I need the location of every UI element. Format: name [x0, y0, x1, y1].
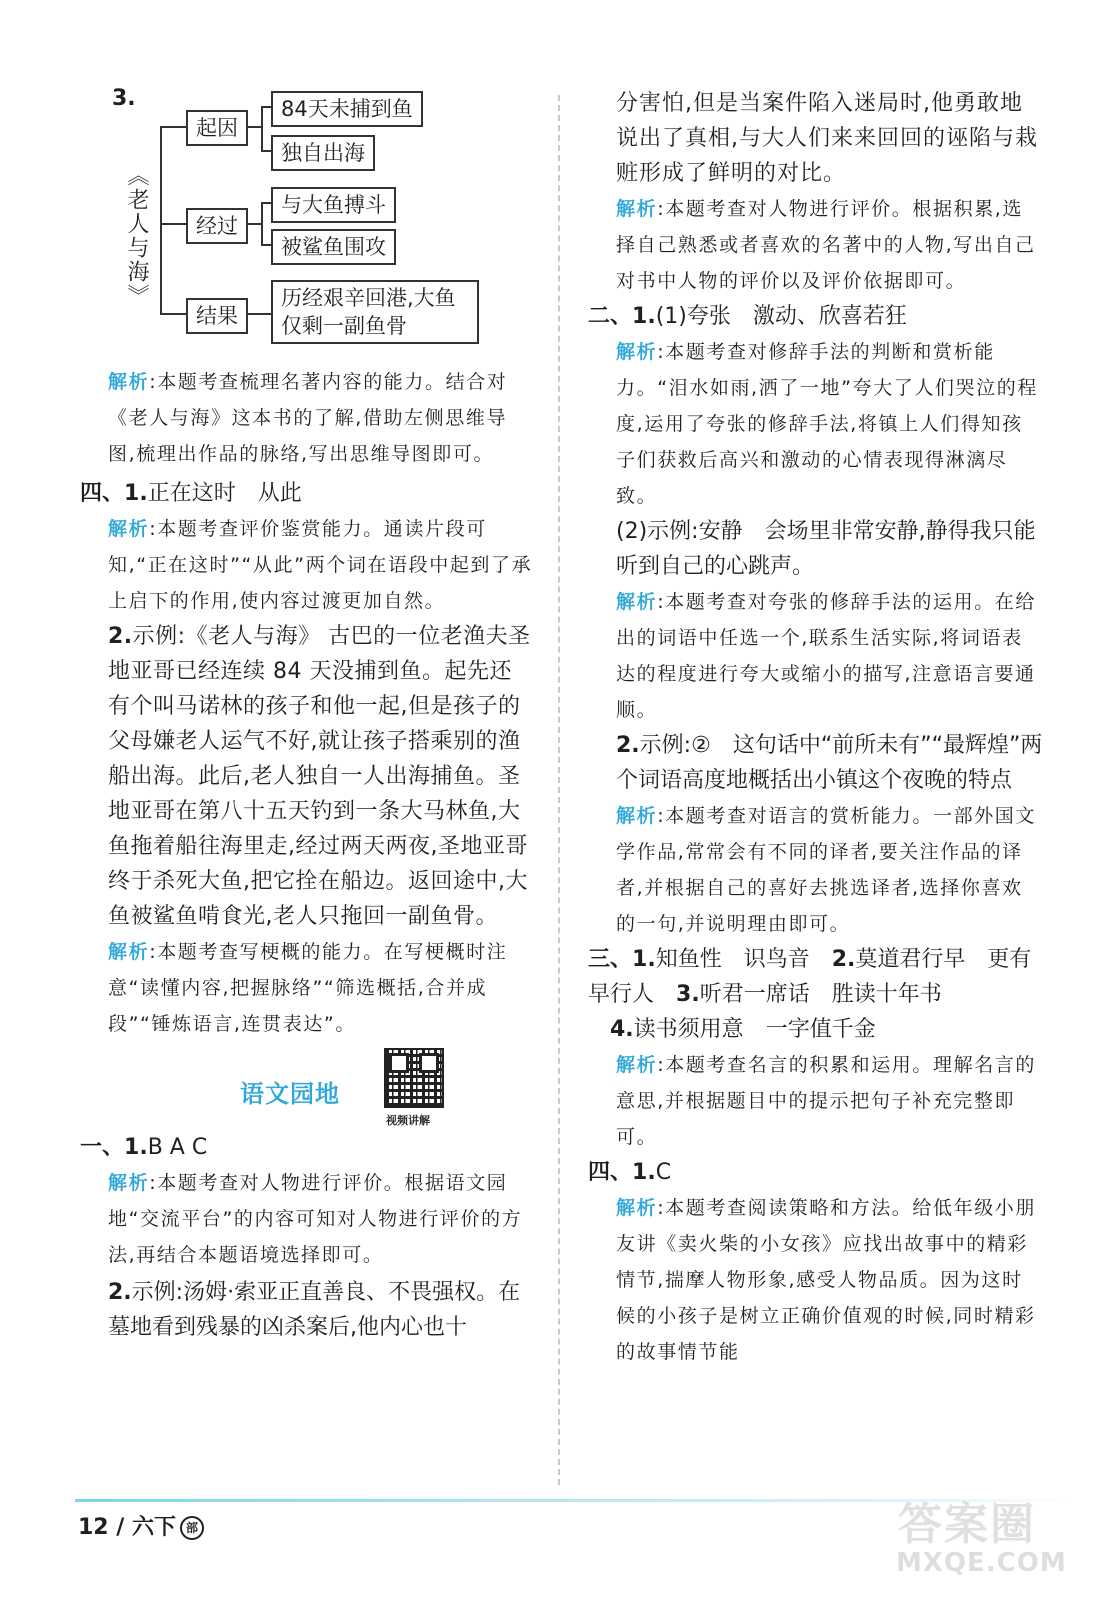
- qr-caption: 视频讲解: [386, 1114, 430, 1127]
- leaf-box: 与大鱼搏斗: [271, 187, 396, 223]
- edition-badge-icon: 部: [180, 1516, 204, 1540]
- mind-map: [108, 86, 533, 358]
- connector-line: [261, 202, 263, 246]
- explanation-tag: 解析: [616, 805, 658, 827]
- explanation: 解析:本题考查对人物进行评价。根据积累,选择自己熟悉或者喜欢的名著中的人物,写出自己对书中人物的评价以及评价依据即可。: [616, 198, 1036, 292]
- right-column: [588, 86, 1043, 1370]
- explanation-tag: 解析: [616, 591, 658, 613]
- connector-line: [261, 150, 271, 152]
- explanation: 解析:本题考查对人物进行评价。根据语文园地“交流平台”的内容可知对人物进行评价的方法,再结合本题语境选择即可。: [108, 1172, 523, 1266]
- left-column: [80, 86, 533, 1345]
- connector-line: [248, 126, 262, 128]
- leaf-box-result: 历经艰辛回港,大鱼 仅剩一副鱼骨: [271, 280, 479, 344]
- mind-map-root: 《老人与海》: [124, 164, 149, 308]
- explanation: 解析:本题考查对修辞手法的判断和赏析能力。“泪水如雨,洒了一地”夸大了人们哭泣的程度,运用了夸张的修辞手法,将镇上人们得知孩子们获救后高兴和激动的心情表现得淋漓尽致。: [616, 341, 1038, 507]
- explanation: 解析:本题考查梳理名著内容的能力。结合对《老人与海》这本书的了解,借助左侧思维导图,梳理出作品的脉络,写出思维导图即可。: [108, 371, 508, 465]
- connector-line: [248, 223, 262, 225]
- explanation-tag: 解析: [108, 941, 150, 963]
- connector-line: [160, 126, 186, 128]
- explanation: 解析:本题考查对夸张的修辞手法的运用。在给出的词语中任选一个,联系生活实际,将词语表达的程度进行夸大或缩小的描写,注意语言要通顺。: [616, 591, 1037, 721]
- answer-continued: 分害怕,但是当案件陷入迷局时,他勇敢地说出了真相,与大人们来来回回的诬陷与栽赃形成了鲜明的对比。: [616, 91, 1038, 186]
- connector-line: [160, 126, 162, 314]
- leaf-box: 84天未捕到鱼: [271, 91, 423, 127]
- answer: 2.示例:汤姆·索亚正直善良、不畏强权。在墓地看到残暴的凶杀案后,他内心也十: [108, 1280, 521, 1340]
- watermark-url: MXQE.COM: [896, 1548, 1067, 1578]
- explanation: 解析:本题考查写梗概的能力。在写梗概时注意“读懂内容,把握脉络”“筛选概括,合并成段”“锤炼语言,连贯表达”。: [108, 941, 508, 1035]
- answer: 四、1.正在这时 从此: [80, 481, 302, 506]
- explanation: 解析:本题考查名言的积累和运用。理解名言的意思,并根据题目中的提示把句子补充完整即可。: [616, 1054, 1037, 1148]
- connector-line: [261, 106, 271, 108]
- connector-line: [248, 313, 271, 315]
- answer: 2.示例:② 这句话中“前所未有”“最辉煌”两个词语高度地概括出小镇这个夜晚的特点: [616, 733, 1043, 793]
- explanation: 解析:本题考查评价鉴赏能力。通读片段可知,“正在这时”“从此”两个词在语段中起到了承上启下的作用,使内容过渡更加自然。: [108, 518, 533, 612]
- question-number: 3.: [112, 86, 136, 111]
- leaf-box: 独自出海: [271, 135, 375, 171]
- explanation-tag: 解析: [108, 518, 150, 540]
- connector-line: [160, 313, 186, 315]
- connector-line: [261, 244, 271, 246]
- page-footer: [78, 1510, 204, 1541]
- answer: 二、1.(1)夸张 激动、欣喜若狂: [588, 304, 907, 329]
- branch-process: 经过: [186, 208, 248, 244]
- explanation: 解析:本题考查对语言的赏析能力。一部外国文学作品,常常会有不同的译者,要关注作品的译者,并根据自己的喜好去挑选译者,选择你喜欢的一句,并说明理由即可。: [616, 805, 1037, 935]
- answer: 2.示例:《老人与海》 古巴的一位老渔夫圣地亚哥已经连续 84 天没捕到鱼。起先还有个叫马诺林的孩子和他一起,但是孩子的父母嫌老人运气不好,就让孩子搭乘别的渔船出海。此后,老人独自一人出海捕鱼。圣地亚哥在第八十五天钓到一条大马林鱼,大鱼拖着船往海里走,经过两天两夜,圣地亚哥终于杀死大鱼,把它拴在船边。返回途中,大鱼被鲨鱼啃食光,老人只拖回一副鱼骨。: [108, 624, 531, 929]
- explanation-tag: 解析: [616, 1054, 658, 1076]
- explanation-tag: 解析: [616, 198, 658, 220]
- connector-line: [261, 202, 271, 204]
- branch-cause: 起因: [186, 110, 248, 146]
- section-title: [108, 1048, 533, 1126]
- explanation-tag: 解析: [108, 371, 150, 393]
- answer: 一、1.B A C: [80, 1135, 208, 1160]
- watermark-logo: 答案圈: [898, 1499, 1036, 1550]
- connector-line: [261, 106, 263, 152]
- answer: 四、1.C: [588, 1160, 672, 1185]
- explanation-tag: 解析: [616, 1197, 658, 1219]
- qr-code-icon[interactable]: [384, 1048, 444, 1108]
- section-title-text: 语文园地: [240, 1080, 340, 1108]
- leaf-box: 被鲨鱼围攻: [271, 229, 396, 265]
- branch-result: 结果: [186, 298, 248, 334]
- answer: 三、1.知鱼性 识鸟音 2.莫道君行早 更有早行人 3.听君一席话 胜读十年书 4.读书须用意 一字值千金: [588, 947, 1032, 1042]
- explanation: 解析:本题考查阅读策略和方法。给低年级小朋友讲《卖火柴的小女孩》应找出故事中的精彩情节,揣摩人物形象,感受人物品质。因为这时候的小孩子是树立正确价值观的时候,同时精彩的故事情节能: [616, 1197, 1037, 1363]
- answer: (2)示例:安静 会场里非常安静,静得我只能听到自己的心跳声。: [616, 519, 1036, 579]
- watermark: [888, 1488, 1067, 1588]
- connector-line: [160, 223, 186, 225]
- explanation-tag: 解析: [108, 1172, 150, 1194]
- explanation-tag: 解析: [616, 341, 658, 363]
- column-divider: [558, 95, 560, 1485]
- page-number: 12 / 六下: [78, 1515, 176, 1540]
